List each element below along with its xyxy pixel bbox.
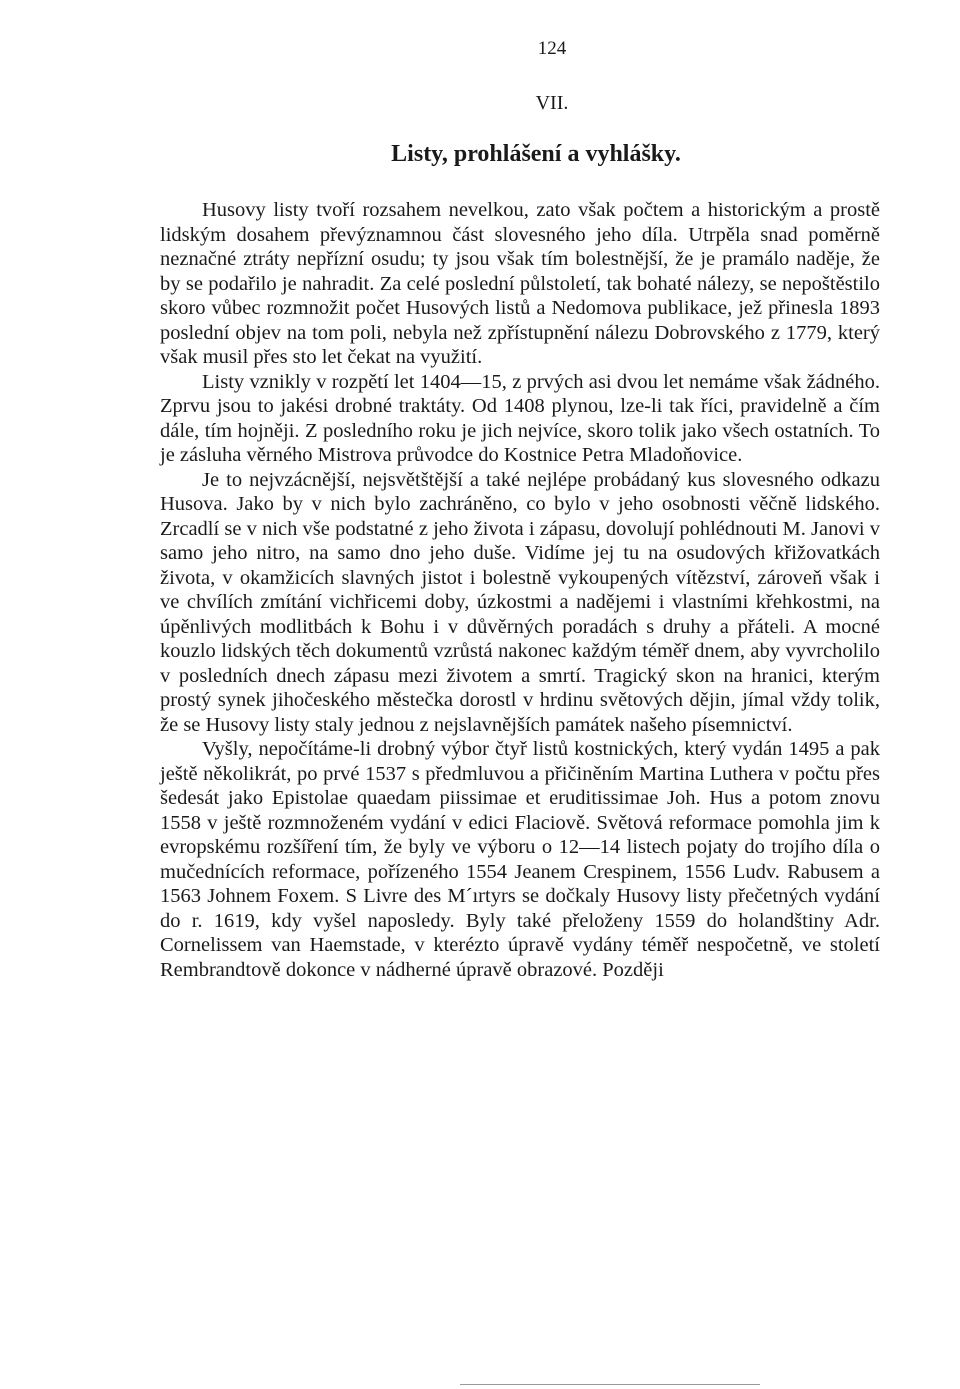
chapter-number: VII. (535, 92, 569, 114)
paragraph: Je to nejvzácnější, nejsvětštější a také nejlépe probádaný kus slovesného odkazu Husova. Jako by v nich bylo zachráněno, co bylo v jeho osobnosti věčně lidského. Zrcadlí se v nich vše podstatné z jeho života i zápasu, dovolují pohlédnouti M. Janovi v samo jeho nitro, na samo dno jeho duše. Vidíme jej tu na osudových křižovatkách života, v okamžicích slavných jistot i bolestně vykoupených vítězství, zároveň však i ve chvílích zmítání vichřicemi doby, úzkostmi a nadějemi i vlastními křehkostmi, na úpěnlivých modlitbách k Bohu i v důvěrných poradách s druhy a přáteli. A mocné kouzlo lidských těch dokumentů vzrůstá nakonec každým téměř dnem, aby vyvrcholilo v posledních dnech zápasu mezi životem a smrtí. Tragický skon na hranici, kterým prostý synek jihočeského městečka dorostl v hrdinu světových dějin, jímal vždy tolik, že se Husovy listy staly jednou z nejslavnějších památek našeho písemnictví. (160, 468, 880, 736)
footer-rule (460, 1384, 760, 1385)
page-number: 124 (537, 38, 567, 59)
paragraph: Vyšly, nepočítáme-li drobný výbor čtyř listů kostnických, který vydán 1495 a pak ještě několikrát, po prvé 1537 s předmluvou a přičiněním Martina Luthera v počtu přes šedesát jako Epistolae quaedam piissimae et eruditissimae Joh. Hus a potom znovu 1558 v ještě rozmnoženém vydání v edici Flaciově. Světová reformace pomohla jim k evropskému rozšíření tím, že byly ve výboru o 12—14 listech pojaty do trojího díla o mučednících reformace, pořízeného 1554 Jeanem Crespinem, 1556 Ludv. Rabusem a 1563 Johnem Foxem. S Livre des M´ırtyrs se dočkaly Husovy listy přečetných vydání do r. 1619, kdy vyšel naposledy. Byly také přeloženy 1559 do holandštiny Adr. Cornelissem van Haemstade, v kterézto úpravě vydány téměř nespočetně, ve století Rembrandtově dokonce v nádherné úpravě obrazové. Později (160, 738, 880, 981)
body-text (160, 198, 880, 982)
paragraph: Listy vznikly v rozpětí let 1404—15, z prvých asi dvou let nemáme však žádného. Zprvu jsou to jakési drobné traktáty. Od 1408 plynou, lze-li tak říci, pravidelně a čím dále, tím hojněji. Z posledního roku je jich nejvíce, skoro tolik jako všech ostatních. To je zásluha věrného Mistrova průvodce do Kostnice Petra Mladoňovice. (160, 370, 880, 466)
paragraph: Husovy listy tvoří rozsahem nevelkou, zato však počtem a historickým a prostě lidským dosahem převýznamnou část slovesného jeho díla. Utrpěla snad poměrně neznačné ztráty nepřízní osudu; ty jsou však tím bolestnější, že je pramálo naděje, že by se podařilo je nahradit. Za celé poslední půlstoletí, tak bohaté nálezy, se nepoštěstilo skoro vůbec rozmnožit počet Husových listů a Nedomova publikace, jež přinesla 1893 poslední objev na tom poli, nebyla než zpřístupnění nálezu Dobrovského z 1779, který však musil přes sto let čekat na využití. (160, 199, 880, 368)
chapter-title: Listy, prohlášení a vyhlášky. (391, 141, 681, 167)
book-page (160, 0, 880, 1389)
